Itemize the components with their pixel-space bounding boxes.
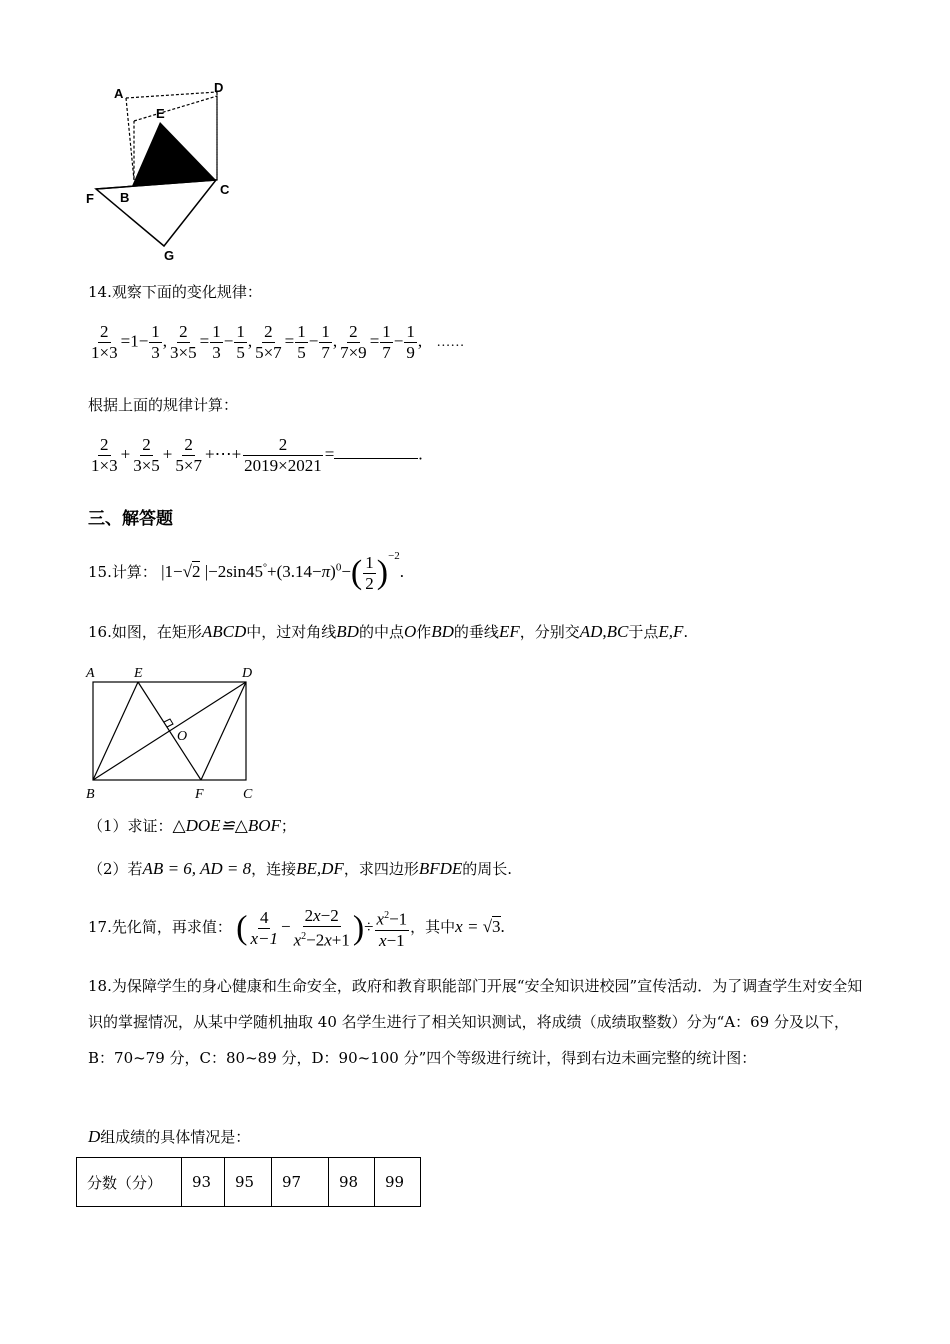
answer-blank[interactable] <box>334 442 418 459</box>
q18-d-label: D组成绩的具体情况是： <box>88 1127 251 1146</box>
q14-intro: 14.观察下面的变化规律： <box>88 283 262 301</box>
section-heading: 三、解答题 <box>88 509 173 529</box>
label-f: F <box>195 787 204 802</box>
label-o: O <box>177 729 188 744</box>
label-b: B <box>86 787 95 802</box>
q14-after: 根据上面的规律计算： <box>88 396 239 414</box>
score-table <box>76 1157 421 1207</box>
label-d: D <box>242 666 253 681</box>
table-cell: 93 <box>182 1158 225 1207</box>
fraction: $\frac{2}{7\times 9}$ <box>340 322 367 362</box>
label-c: C <box>243 787 253 802</box>
label-g: G <box>164 248 175 263</box>
fraction: $\frac{1}{2}$ <box>365 552 374 593</box>
table-row <box>77 1158 421 1207</box>
label-a: A <box>114 86 124 101</box>
q14-pattern: $\frac{2}{1\times 3}$ =1− $\frac{1}{3}$ , $\frac{2}{3\times 5}$ = $\frac{1}{3}$ − $\frac{1}{5}$ , $\frac{2}{5\times 7}$ = $\frac{1}{5}$ − $\frac{1}{7}$ , $\frac{2}{7\times 9}$ = $\frac{1}{7}$ − $\frac{1}{9}$ , …… <box>91 322 465 362</box>
fraction: $\frac{2}{5\times 7}$ <box>175 435 202 475</box>
segment-ef <box>138 682 201 780</box>
label-e: E <box>156 106 165 121</box>
q17: 17.先化简，再求值： ( $\frac{4}{x-1}$ − $\frac{2x-2}{x^2-2x+1}$ )÷ $\frac{x^2-1}{x-1}$ ，其中x = √3. <box>88 906 505 950</box>
q16-stem: 16.如图，在矩形ABCD中，过对角线BD的中点O作BD的垂线EF，分别交AD,BC于点E,F. <box>88 622 689 641</box>
fraction: $\frac{1}{3}$ <box>151 322 160 362</box>
fraction: $\frac{2}{3\times 5}$ <box>170 322 197 362</box>
fraction: $\frac{2}{1\times 3}$ <box>91 322 118 362</box>
fraction: $\frac{2}{5\times 7}$ <box>255 322 282 362</box>
fraction: $\frac{2x-2}{x^2-2x+1}$ <box>293 906 350 950</box>
table-cell: 97 <box>272 1158 329 1207</box>
fraction: $\frac{x^2-1}{x-1}$ <box>375 906 410 951</box>
q15: 15.计算： |1−√2 $|-2\sin 45^\circ+(3.14-\pi)^0-$( $\frac{1}{2}$ )$^{-2}$. <box>88 550 405 593</box>
fraction: $\frac{1}{3}$ <box>212 322 221 362</box>
dashed-top <box>126 92 217 98</box>
label-f: F <box>86 191 94 206</box>
table-cell: 95 <box>225 1158 272 1207</box>
rhombus-fbcg <box>96 180 216 246</box>
q18-paragraph: 18.为保障学生的身心健康和生命安全，政府和教育职能部门开展“安全知识进校园”宣传活动．为了调查学生对安全知识的掌握情况，从某中学随机抽取 40 名学生进行了相关知识测试，将成绩（成绩取整数）分为“A：69 分及以下，B：70~79 分，C：80~89 分，D：90~100 分”四个等级进行统计，得到右边未画完整的统计图： <box>88 977 863 1067</box>
fraction: $\frac{2}{3\times 5}$ <box>133 435 160 475</box>
fraction: $\frac{1}{7}$ <box>382 322 391 362</box>
q13-figure <box>82 78 242 263</box>
fraction: $\frac{2}{1\times 3}$ <box>91 435 118 475</box>
fraction: $\frac{4}{x-1}$ <box>250 907 278 948</box>
table-cell: 98 <box>329 1158 375 1207</box>
q14-sum: $\frac{2}{1\times 3}$ + $\frac{2}{3\times 5}$ + $\frac{2}{5\times 7}$ +⋯+ $\frac{2}{2019\times 2021}$ = . <box>91 435 423 475</box>
q16-part2: （2）若AB = 6, AD = 8，连接BE,DF，求四边形BFDE的周长. <box>88 859 513 878</box>
table-cell: 99 <box>375 1158 421 1207</box>
label-d: D <box>214 80 224 95</box>
right-angle-mark <box>164 719 173 727</box>
shaded-triangle <box>132 122 216 186</box>
fraction: $\frac{1}{9}$ <box>406 322 415 362</box>
label-b: B <box>120 190 130 205</box>
fraction: $\frac{2}{2019\times 2021}$ <box>244 435 322 475</box>
q16-figure <box>82 662 262 804</box>
dashed-left <box>126 98 134 180</box>
label-c: C <box>220 182 230 197</box>
fraction: $\frac{1}{7}$ <box>321 322 330 362</box>
label-a: A <box>86 666 95 681</box>
table-header-cell: 分数（分） <box>77 1158 182 1207</box>
fraction: $\frac{1}{5}$ <box>236 322 245 362</box>
label-e: E <box>134 666 143 681</box>
q16-part1: （1）求证：△DOE≌△BOF； <box>88 816 296 835</box>
fraction: $\frac{1}{5}$ <box>297 322 306 362</box>
